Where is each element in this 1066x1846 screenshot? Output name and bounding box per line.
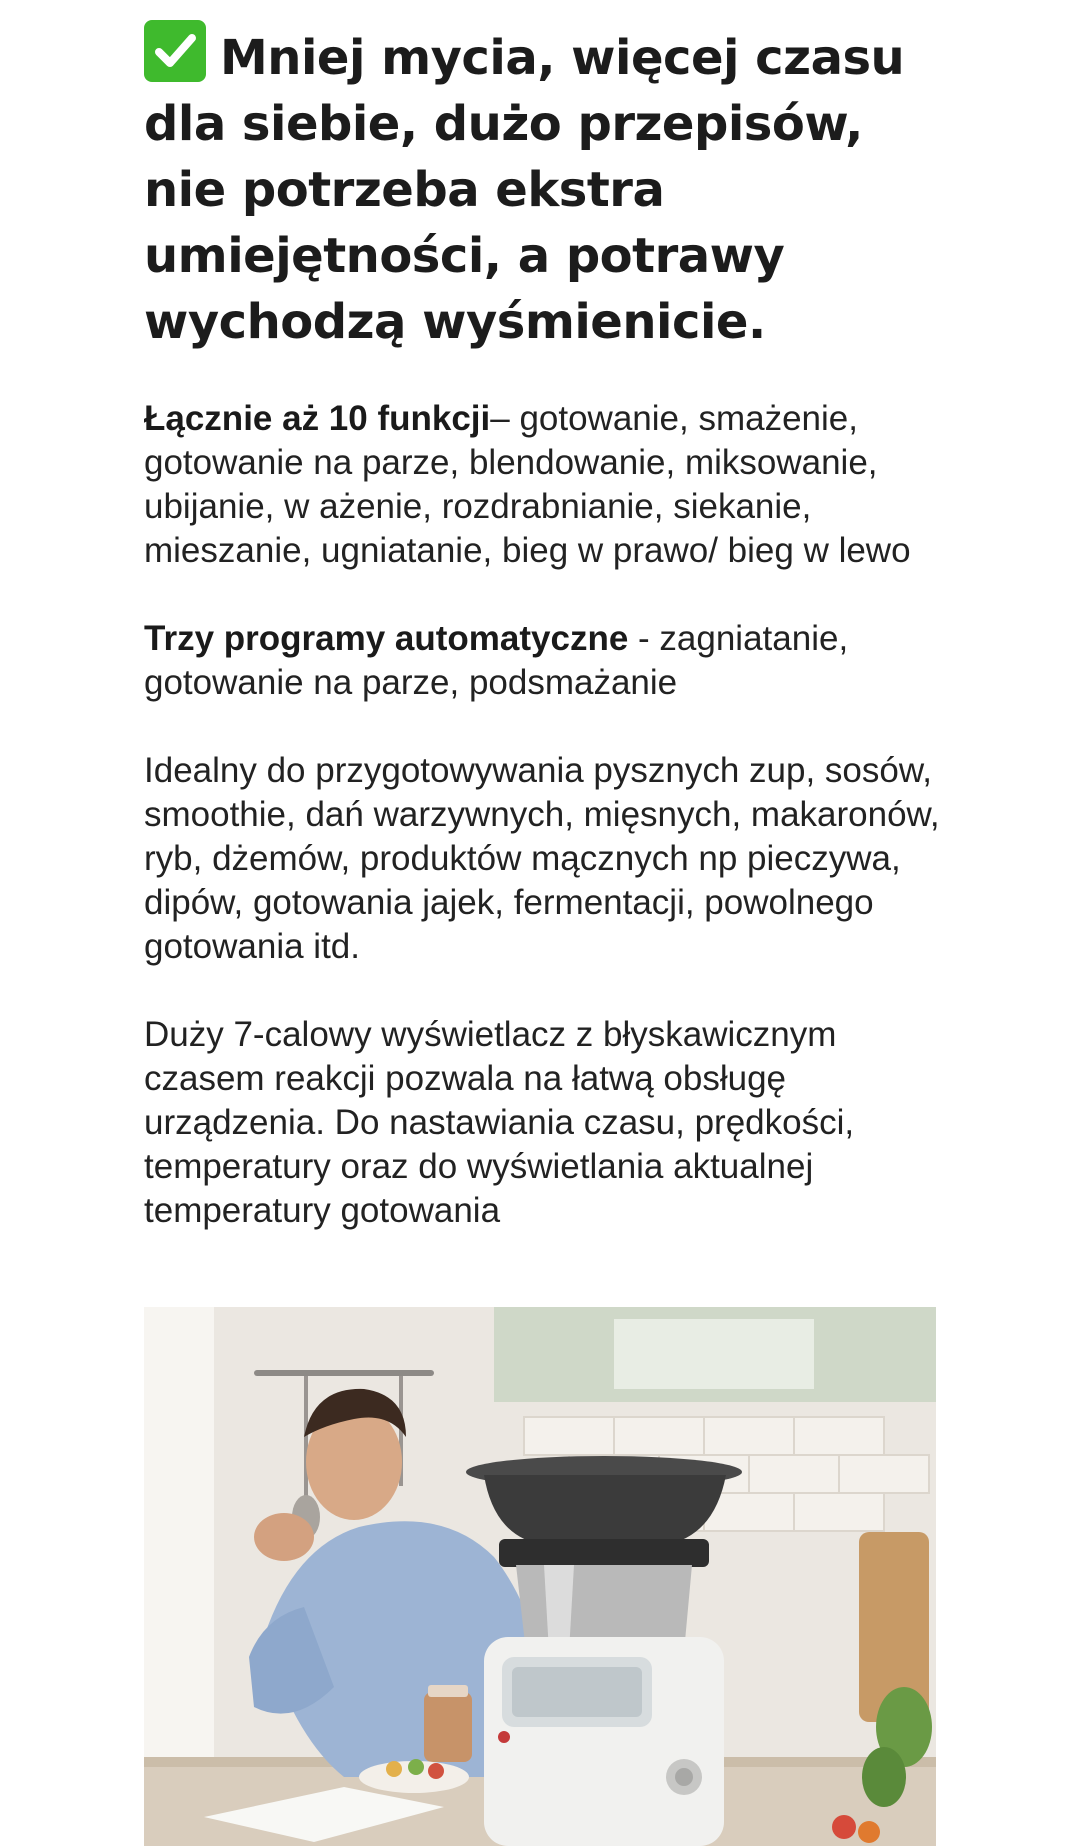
- ideal-paragraph: Idealny do przygotowywania pysznych zup, sosów, smoothie, dań warzywnych, mięsnych, makaronów, ryb, dżemów, produktów mącznych np pieczywa, dipów, gotowania jajek, fermentacji, powolnego gotowania itd.: [144, 751, 940, 966]
- headline-text: Mniej mycia, więcej czasu dla siebie, dużo przepisów, nie potrzeba ekstra umiejętności, a potrawy wychodzą wyśmienicie.: [144, 30, 905, 350]
- functions-paragraph: [144, 397, 944, 573]
- functions-bold: Łącznie aż 10 funkcji: [144, 399, 491, 438]
- headline: [144, 20, 944, 355]
- programs-paragraph: [144, 617, 944, 705]
- kitchen-scene-illustration: [144, 1307, 936, 1846]
- functions-text: – gotowanie, smażenie, gotowanie na parze, blendowanie, miksowanie, ubijanie, w ażenie, rozdrabnianie, siekanie, mieszanie, ugniatanie, bieg w prawo/ bieg w lewo: [144, 399, 911, 570]
- programs-text: - zagniatanie, gotowanie na parze, podsmażanie: [144, 619, 849, 702]
- check-mark-button-icon: [144, 20, 206, 82]
- display-paragraph: Duży 7-calowy wyświetlacz z błyskawicznym czasem reakcji pozwala na łatwą obsługę urządzenia. Do nastawiania czasu, prędkości, temperatury oraz do wyświetlania aktualnej temperatury gotowania: [144, 1015, 855, 1230]
- product-photo: [144, 1307, 936, 1846]
- article-content: [144, 20, 944, 1233]
- programs-bold: Trzy programy automatyczne: [144, 619, 629, 658]
